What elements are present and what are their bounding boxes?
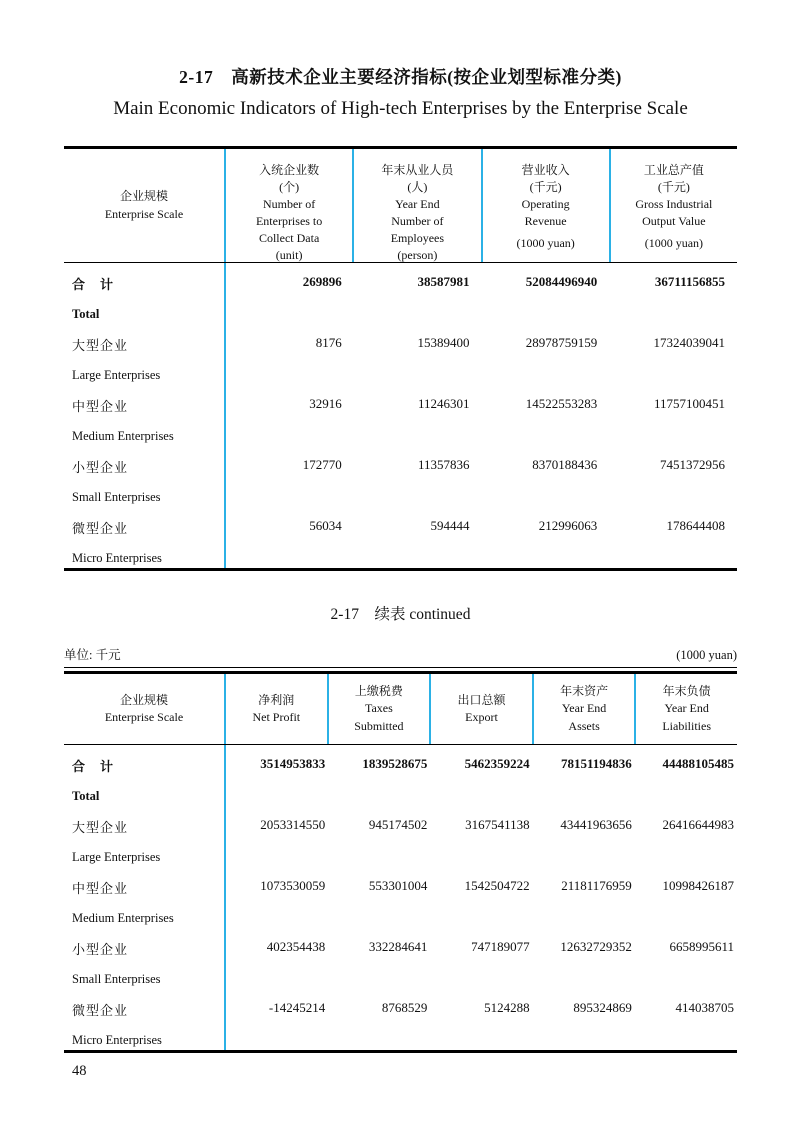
cell-value: 36711156855 — [654, 274, 725, 289]
row-label-en: Medium Enterprises — [72, 429, 174, 443]
row-label-zh: 大型企业 — [72, 820, 129, 835]
cell-value: 17324039041 — [653, 335, 725, 350]
header-zh: 企业规模 — [119, 189, 168, 204]
unit-row — [64, 645, 737, 668]
header-cell-export — [431, 674, 534, 744]
row-label-en: Micro Enterprises — [72, 551, 162, 565]
cell-value: 11246301 — [417, 396, 470, 411]
header-unit-zh: (人) — [407, 180, 428, 195]
cell-value: 10998426187 — [662, 878, 735, 893]
row-label — [64, 745, 226, 806]
row-label-zh: 合 计 — [72, 277, 115, 292]
row-label — [64, 324, 226, 385]
table-main-body — [64, 263, 737, 568]
cell-value: 12632729352 — [560, 939, 632, 954]
cell-value: 26416644983 — [662, 817, 735, 832]
header-zh: 上缴税费 — [354, 684, 403, 699]
row-label — [64, 507, 226, 568]
table-row-small — [64, 446, 737, 507]
header-cell-gross-industrial-output — [611, 149, 737, 262]
cell-value: 553301004 — [368, 878, 428, 893]
header-en: Enterprise Scale — [104, 710, 184, 724]
table-row-large — [64, 324, 737, 385]
header-unit-zh: (千元) — [529, 180, 562, 195]
cell-value: -14245214 — [268, 1000, 326, 1015]
cell-value: 8176 — [315, 335, 342, 350]
row-label-zh: 微型企业 — [72, 1003, 129, 1018]
header-zh: 营业收入 — [521, 163, 570, 177]
header-en: Number of — [391, 214, 444, 229]
header-zh: 净利润 — [258, 692, 295, 707]
row-label — [64, 263, 226, 324]
row-label — [64, 867, 226, 928]
cell-value: 44488105485 — [662, 756, 735, 771]
cell-value: 1073530059 — [260, 878, 326, 893]
header-en: Liabilities — [662, 718, 711, 733]
table-continued — [64, 671, 737, 1053]
cell-value: 747189077 — [471, 939, 530, 954]
row-label-en: Large Enterprises — [72, 368, 161, 382]
row-label — [64, 806, 226, 867]
header-en: Export — [465, 710, 498, 724]
header-unit-en: (person) — [397, 248, 438, 263]
row-label-en: Large Enterprises — [72, 850, 161, 864]
cell-value: 178644408 — [666, 518, 725, 533]
table-row-total — [64, 263, 737, 324]
cell-value: 172770 — [302, 457, 342, 472]
page-number: 48 — [72, 1063, 87, 1079]
cell-value: 52084496940 — [525, 274, 598, 289]
table-row-micro — [64, 989, 737, 1050]
cell-value: 8768529 — [381, 1000, 428, 1015]
cell-value: 7451372956 — [660, 457, 725, 472]
header-en: Employees — [390, 231, 445, 246]
header-cell-enterprise-scale — [64, 674, 226, 744]
unit-label-zh: 单位: 千元 — [64, 648, 121, 662]
header-cell-taxes-submitted — [329, 674, 432, 744]
cell-value: 8370188436 — [532, 457, 598, 472]
header-en: Year End — [395, 197, 440, 212]
header-en: Taxes — [364, 701, 393, 716]
header-en: Enterprise Scale — [104, 206, 184, 221]
row-label — [64, 989, 226, 1050]
header-unit-zh: (个) — [279, 180, 300, 195]
cell-value: 945174502 — [368, 817, 428, 832]
header-unit-en: (1000 yuan) — [644, 235, 704, 250]
cell-value: 212996063 — [538, 518, 598, 533]
cell-value: 56034 — [309, 518, 342, 533]
unit-label-en: (1000 yuan) — [676, 648, 737, 662]
cell-value: 332284641 — [368, 939, 428, 954]
cell-value: 21181176959 — [561, 878, 632, 893]
header-zh: 出口总额 — [457, 692, 506, 707]
header-zh: 工业总产值 — [643, 163, 704, 177]
header-en: Number of — [262, 197, 316, 212]
row-label-en: Total — [72, 789, 100, 803]
cell-value: 5462359224 — [464, 756, 530, 771]
cell-value: 14522553283 — [525, 396, 598, 411]
header-en: Year End — [561, 701, 607, 716]
header-cell-operating-revenue — [483, 149, 611, 262]
header-zh: 年末从业人员 — [381, 163, 454, 177]
header-en: Revenue — [524, 214, 567, 229]
table-continued-body — [64, 745, 737, 1050]
row-label — [64, 928, 226, 989]
row-label — [64, 446, 226, 507]
table-row-micro — [64, 507, 737, 568]
row-label-zh: 中型企业 — [72, 881, 129, 896]
cell-value: 5124288 — [484, 1000, 530, 1015]
table-continued-header — [64, 674, 737, 745]
row-label-en: Small Enterprises — [72, 972, 161, 986]
row-label-zh: 小型企业 — [72, 460, 129, 475]
row-label-zh: 合 计 — [72, 759, 115, 774]
header-unit-en: (unit) — [275, 248, 303, 263]
header-zh: 年末资产 — [560, 684, 609, 699]
header-cell-number-of-enterprises — [226, 149, 354, 262]
cell-value: 1542504722 — [464, 878, 530, 893]
cell-value: 43441963656 — [560, 817, 632, 832]
header-cell-year-end-liabilities — [636, 674, 737, 744]
row-label-en: Total — [72, 307, 100, 321]
cell-value: 269896 — [302, 274, 342, 289]
cell-value: 594444 — [430, 518, 470, 533]
header-en: Year End — [664, 701, 709, 716]
header-cell-year-end-employees — [354, 149, 482, 262]
table-row-total — [64, 745, 737, 806]
cell-value: 32916 — [309, 396, 342, 411]
cell-value: 1839528675 — [362, 756, 428, 771]
row-label-zh: 中型企业 — [72, 399, 129, 414]
table-row-medium — [64, 385, 737, 446]
header-en: Operating — [521, 197, 570, 212]
row-label-en: Micro Enterprises — [72, 1033, 162, 1047]
header-en: Gross Industrial — [635, 197, 713, 212]
header-en: Collect Data — [258, 231, 320, 246]
table-row-medium — [64, 867, 737, 928]
header-cell-enterprise-scale — [64, 149, 226, 262]
header-cell-net-profit — [226, 674, 329, 744]
cell-value: 38587981 — [417, 274, 470, 289]
header-zh: 年末负债 — [662, 684, 711, 699]
continued-title: 2-17 续表 continued — [330, 606, 471, 623]
row-label-en: Medium Enterprises — [72, 911, 174, 925]
page-title-en: Main Economic Indicators of High-tech Enterprises by the Enterprise Scale — [113, 98, 688, 119]
cell-value: 6658995611 — [669, 939, 735, 954]
cell-value: 28978759159 — [525, 335, 598, 350]
page-title-zh: 2-17 高新技术企业主要经济指标(按企业划型标准分类) — [179, 67, 622, 87]
cell-value: 15389400 — [417, 335, 470, 350]
cell-value: 414038705 — [675, 1000, 735, 1015]
page-content — [64, 0, 737, 1053]
cell-value: 2053314550 — [260, 817, 326, 832]
header-unit-zh: (千元) — [657, 180, 690, 195]
header-en: Submitted — [354, 718, 404, 733]
row-label — [64, 385, 226, 446]
header-zh: 企业规模 — [119, 692, 168, 707]
row-label-zh: 小型企业 — [72, 942, 129, 957]
cell-value: 78151194836 — [561, 756, 632, 771]
header-en: Assets — [568, 718, 600, 733]
cell-value: 402354438 — [266, 939, 326, 954]
cell-value: 11357836 — [417, 457, 470, 472]
header-unit-en: (1000 yuan) — [516, 235, 575, 250]
header-en: Enterprises to — [255, 214, 323, 229]
row-label-zh: 大型企业 — [72, 338, 129, 353]
row-label-en: Small Enterprises — [72, 490, 161, 504]
header-cell-year-end-assets — [534, 674, 637, 744]
table-main — [64, 146, 737, 571]
header-en: Output Value — [642, 214, 706, 229]
table-main-header — [64, 149, 737, 263]
cell-value: 895324869 — [573, 1000, 632, 1015]
cell-value: 11757100451 — [653, 396, 725, 411]
cell-value: 3167541138 — [465, 817, 530, 832]
table-row-large — [64, 806, 737, 867]
cell-value: 3514953833 — [260, 756, 326, 771]
header-zh: 入统企业数 — [259, 163, 320, 177]
header-en: Net Profit — [252, 710, 301, 724]
row-label-zh: 微型企业 — [72, 521, 129, 536]
table-row-small — [64, 928, 737, 989]
